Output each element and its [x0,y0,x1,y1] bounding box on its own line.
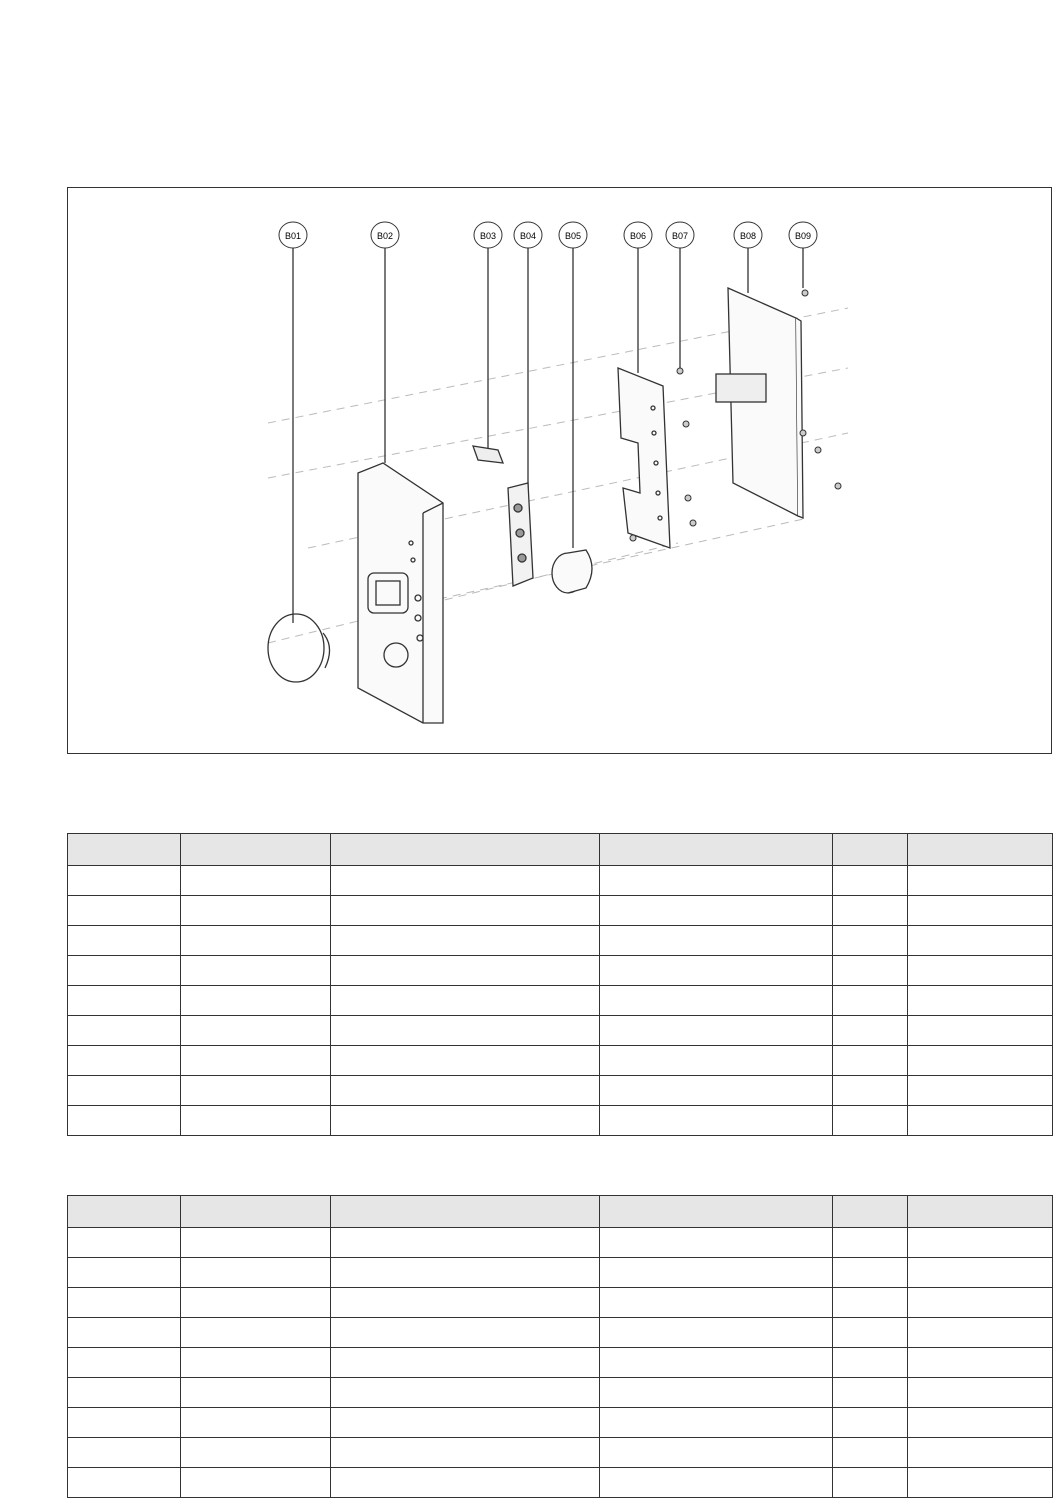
table-row [68,1076,1053,1106]
table-cell [331,1228,600,1258]
table-cell [68,1468,181,1498]
part-b02-control-panel [358,463,443,723]
svg-text:B09: B09 [794,231,812,241]
part-b05-knob [552,550,592,593]
table-cell [68,926,181,956]
table-row [68,1288,1053,1318]
table-cell [181,1378,331,1408]
table-cell [331,866,600,896]
part-b09-screws [800,290,841,489]
table-row [68,1438,1053,1468]
table-cell [600,1258,833,1288]
table-cell [908,1348,1053,1378]
table-row [68,1378,1053,1408]
table-cell [600,1318,833,1348]
table-row [68,986,1053,1016]
table-row [68,866,1053,896]
table-row [68,1228,1053,1258]
exploded-view-diagram [67,187,1052,754]
table-cell [600,1468,833,1498]
table-cell [908,1318,1053,1348]
callout-b01 [279,222,307,248]
table-cell [331,1378,600,1408]
table-header-row [68,834,1053,866]
table-cell [331,1348,600,1378]
table-cell [68,1076,181,1106]
column-header [181,834,331,866]
table-row [68,926,1053,956]
table-cell [68,1046,181,1076]
table-cell [600,1046,833,1076]
column-header [181,1196,331,1228]
table-row [68,956,1053,986]
table-cell [68,1258,181,1288]
column-header [908,1196,1053,1228]
table-cell [181,926,331,956]
parts-list-table-1 [67,833,1053,1136]
table-cell [181,986,331,1016]
table-cell [833,1318,908,1348]
table-cell [331,1258,600,1288]
table-row [68,1258,1053,1288]
table-cell [68,1016,181,1046]
table-cell [181,1318,331,1348]
parts-list-table-2 [67,1195,1053,1498]
svg-text:B08: B08 [739,231,757,241]
table-cell [181,866,331,896]
table-cell [908,956,1053,986]
part-b01-lens [268,614,330,682]
table-cell [68,986,181,1016]
table-cell [331,1438,600,1468]
table-cell [833,986,908,1016]
table-cell [68,1318,181,1348]
table-cell [68,896,181,926]
table-cell [331,1408,600,1438]
table-row [68,1106,1053,1136]
table-cell [331,1016,600,1046]
table-cell [600,1438,833,1468]
table-cell [600,1228,833,1258]
table-cell [68,1228,181,1258]
table-cell [68,1348,181,1378]
table-cell [181,1228,331,1258]
table-cell [908,1378,1053,1408]
svg-text:B04: B04 [519,231,537,241]
table-cell [908,1408,1053,1438]
column-header [833,834,908,866]
part-b03-bracket [473,446,503,463]
table-cell [600,1348,833,1378]
part-b08-main-pcb [716,288,803,518]
table-cell [908,1046,1053,1076]
table-cell [908,1438,1053,1468]
table-cell [181,1076,331,1106]
table-row [68,1016,1053,1046]
table-cell [181,1106,331,1136]
table-cell [833,1438,908,1468]
table-cell [908,866,1053,896]
table-cell [331,1076,600,1106]
column-header [68,834,181,866]
table-row [68,896,1053,926]
table-cell [181,1408,331,1438]
part-b06-pcb-bracket [618,368,670,548]
table-cell [908,896,1053,926]
table-cell [908,1228,1053,1258]
table-cell [68,1378,181,1408]
table-cell [600,1106,833,1136]
table-cell [600,986,833,1016]
table-cell [833,866,908,896]
table-header-row [68,1196,1053,1228]
table-cell [908,986,1053,1016]
table-cell [600,1378,833,1408]
table-cell [908,1016,1053,1046]
table-cell [331,986,600,1016]
column-header [833,1196,908,1228]
column-header [908,834,1053,866]
exploded-view-drawing [68,188,1053,755]
table-cell [331,956,600,986]
table-row [68,1318,1053,1348]
svg-text:B02: B02 [376,231,394,241]
table-cell [908,1076,1053,1106]
callout-b09 [789,222,817,248]
callout-b07 [666,222,694,248]
table-cell [600,1076,833,1106]
table-cell [68,1438,181,1468]
column-header [331,1196,600,1228]
table-cell [331,926,600,956]
table-cell [833,1348,908,1378]
callout-b08 [734,222,762,248]
table-cell [833,1106,908,1136]
table-cell [331,1106,600,1136]
table-cell [600,926,833,956]
column-header [331,834,600,866]
table-cell [331,1318,600,1348]
table-cell [833,1378,908,1408]
svg-text:B07: B07 [671,231,689,241]
table-cell [833,1258,908,1288]
column-header [600,834,833,866]
table-cell [833,1076,908,1106]
callout-b03 [474,222,502,248]
table-cell [833,1046,908,1076]
table-cell [908,1288,1053,1318]
callout-b04 [514,222,542,248]
table-cell [833,1288,908,1318]
table-cell [331,896,600,926]
callout-b06 [624,222,652,248]
table-cell [68,1106,181,1136]
svg-text:B05: B05 [564,231,582,241]
column-header [600,1196,833,1228]
table-cell [181,1258,331,1288]
table-cell [908,926,1053,956]
table-cell [181,896,331,926]
table-cell [833,926,908,956]
callout-b02 [371,222,399,248]
table-cell [181,1468,331,1498]
table-cell [833,1228,908,1258]
table-cell [600,1288,833,1318]
table-cell [331,1468,600,1498]
table-cell [833,896,908,926]
table-cell [68,866,181,896]
svg-text:B01: B01 [284,231,302,241]
column-header [68,1196,181,1228]
table-cell [181,1438,331,1468]
table-row [68,1046,1053,1076]
table-cell [833,1468,908,1498]
table-cell [600,866,833,896]
table-cell [600,896,833,926]
table-cell [833,1408,908,1438]
table-cell [181,1046,331,1076]
svg-text:B03: B03 [479,231,497,241]
table-cell [181,1288,331,1318]
table-cell [908,1258,1053,1288]
table-cell [331,1288,600,1318]
table-cell [833,1016,908,1046]
table-row [68,1468,1053,1498]
table-row [68,1348,1053,1378]
svg-text:B06: B06 [629,231,647,241]
table-cell [181,956,331,986]
table-cell [600,1408,833,1438]
table-cell [68,956,181,986]
table-cell [181,1016,331,1046]
table-cell [181,1348,331,1378]
table-cell [908,1468,1053,1498]
table-cell [833,956,908,986]
table-cell [600,956,833,986]
table-cell [331,1046,600,1076]
table-cell [68,1288,181,1318]
table-cell [908,1106,1053,1136]
table-row [68,1408,1053,1438]
table-cell [68,1408,181,1438]
table-cell [600,1016,833,1046]
part-b04-switch-board [508,483,533,586]
callout-b05 [559,222,587,248]
